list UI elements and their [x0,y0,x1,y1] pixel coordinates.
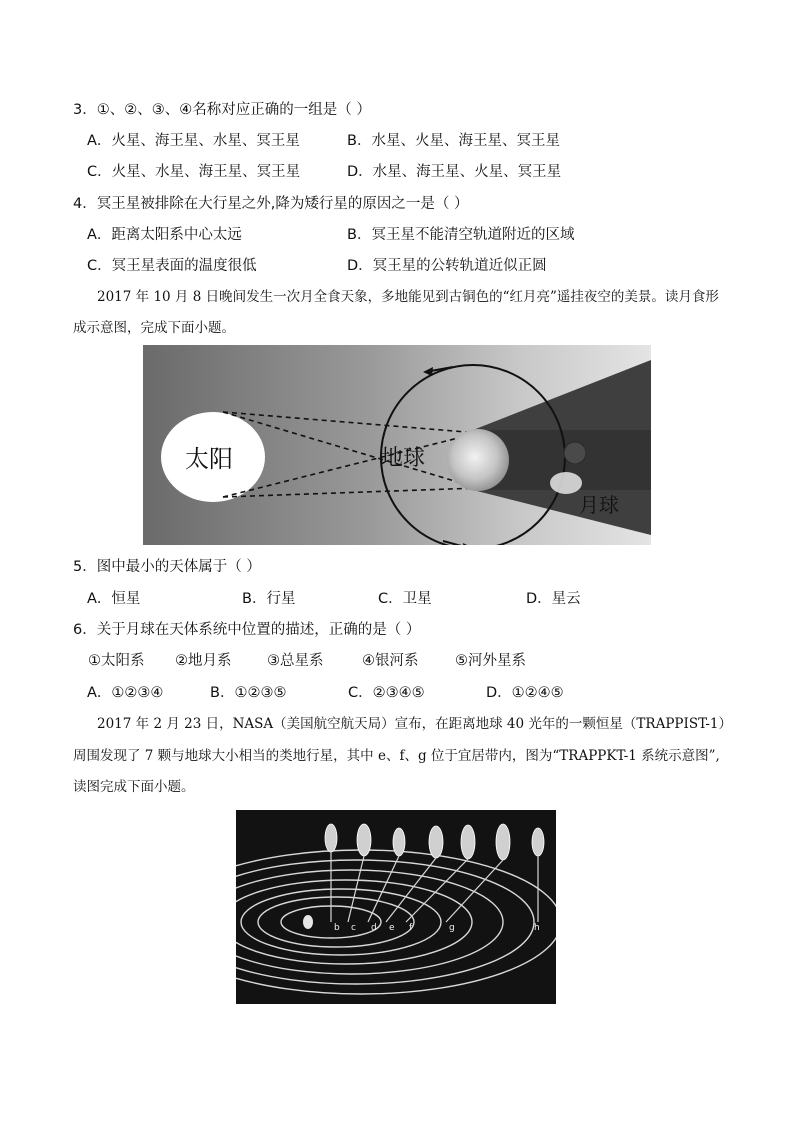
planet-label-d: d [371,923,377,933]
moon-in-shadow [564,442,586,464]
intro1-line2: 成示意图，完成下面小题。 [73,320,235,336]
q6-item-3: ③总星系 [267,653,324,669]
q5-option-a: A．恒星 [87,591,141,607]
q6-stem: 6．关于月球在天体系统中位置的描述，正确的是（ ） [73,622,421,638]
moon-label: 月球 [579,493,619,517]
planet-label-b: b [334,923,340,933]
q6-item-2: ②地月系 [175,653,232,669]
q3-option-c: C．火星、水星、海王星、冥王星 [87,164,301,180]
intro2-line2: 周围发现了 7 颗与地球大小相当的类地行星，其中 e、f、g 位于宜居带内，图为“TRAPPKT-1 系统示意图”, [73,748,720,764]
q4-option-d: D．冥王星的公转轨道近似正圆 [347,258,547,274]
q4-option-b: B．冥王星不能清空轨道附近的区域 [347,227,575,243]
q6-option-c: C．②③④⑤ [348,685,425,701]
q6-item-4: ④银河系 [362,653,419,669]
intro1-line1: 2017 年 10 月 8 日晚间发生一次月全食天象，多地能见到古铜色的“红月亮”遥挂夜空的美景。读月食形 [97,289,719,305]
earth-label: 地球 [381,446,426,471]
planet-label-c: c [351,923,356,933]
q6-option-d: D．①②④⑤ [486,685,564,701]
q6-item-1: ①太阳系 [88,653,145,669]
q5-stem: 5．图中最小的天体属于（ ） [73,559,261,575]
q3-option-a: A．火星、海王星、水星、冥王星 [87,133,300,149]
trappist-system-diagram [236,810,556,1004]
planet-label-h: h [534,923,540,933]
moon-glow [550,472,582,494]
q3-option-d: D．水星、海王星、火星、冥王星 [347,164,562,180]
q3-stem: 3．①、②、③、④名称对应正确的一组是（ ） [73,102,371,118]
q6-option-a: A．①②③④ [87,685,164,701]
q5-option-c: C．卫星 [378,591,432,607]
q5-option-b: B．行星 [242,591,296,607]
planet-label-e: e [389,923,395,933]
intro2-line1: 2017 年 2 月 23 日，NASA（美国航空航天局）宣布，在距离地球 40 光年的一颗恒星（TRAPPIST-1） [97,716,732,732]
sun-label: 太阳 [185,445,233,473]
intro2-line3: 读图完成下面小题。 [73,779,195,795]
earth-globe [447,429,509,491]
q6-option-b: B．①②③⑤ [210,685,287,701]
star-trappist-1 [303,915,313,929]
planet-label-f: f [409,923,413,933]
q4-option-a: A．距离太阳系中心太远 [87,227,242,243]
q5-option-d: D．星云 [526,591,581,607]
q6-item-5: ⑤河外星系 [455,653,526,669]
lunar-eclipse-diagram [143,345,651,545]
q3-option-b: B．水星、火星、海王星、冥王星 [347,133,560,149]
q4-stem: 4．冥王星被排除在大行星之外,降为矮行星的原因之一是（ ） [73,196,469,212]
planet-label-g: g [449,923,455,933]
q4-option-c: C．冥王星表面的温度很低 [87,258,257,274]
